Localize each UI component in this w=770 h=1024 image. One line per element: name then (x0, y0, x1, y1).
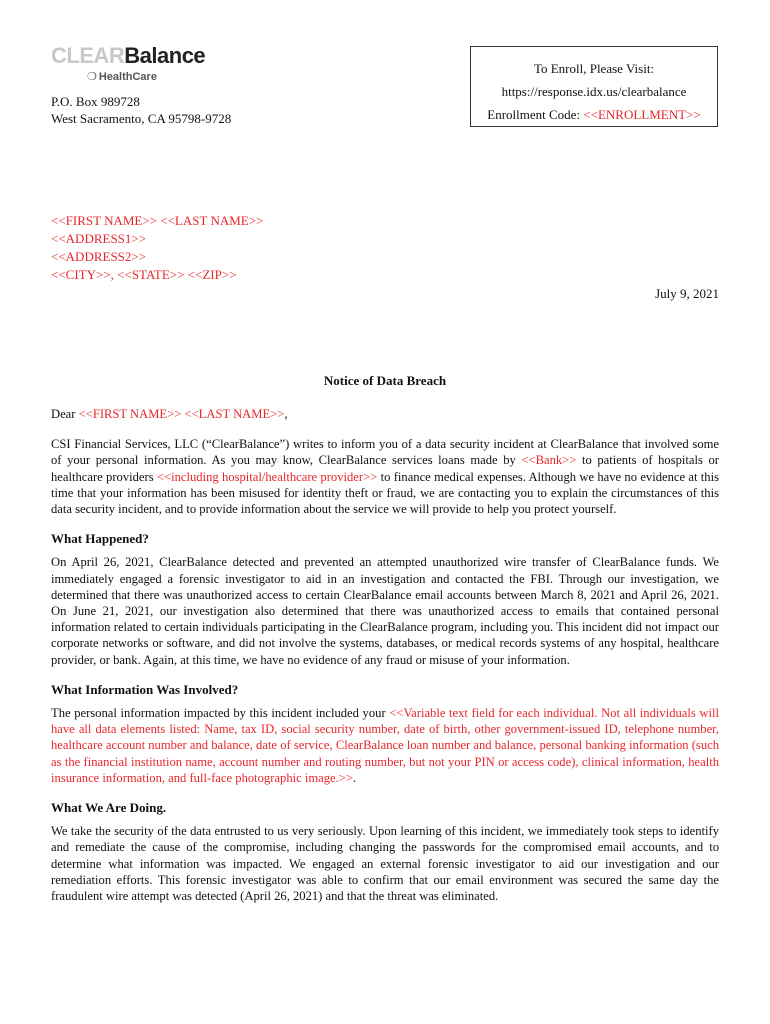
recipient-name: <<FIRST NAME>> <<LAST NAME>> (51, 213, 264, 228)
return-address-line1: P.O. Box 989728 (51, 94, 140, 109)
salutation-name: <<FIRST NAME>> <<LAST NAME>> (78, 407, 285, 421)
enroll-code-label: Enrollment Code: (487, 107, 584, 122)
enroll-heading: To Enroll, Please Visit: (533, 61, 655, 76)
intro-provider-placeholder: <<including hospital/healthcare provider>> (156, 469, 378, 484)
enroll-code-line (471, 103, 717, 126)
what-doing-text: We take the security of the data entrusted to us very seriously. Upon learning of this incident, we immediately took steps to identify and remediate the cause of the compromise, including changing the passwords for the compromised email accounts, and to determine what information was impacted. We engaged an external forensic investigator to aid our investigation and our remediation efforts. This forensic investigator was able to confirm that our email environment was secured the same day the fraudulent wire attempt was detected (April 26, 2021) and that the threat was eliminated. (51, 824, 719, 904)
intro-part2: to patients of hospitals or healthcare providers (51, 453, 719, 484)
logo-wordmark-balance: Balance (124, 43, 206, 68)
return-address (51, 93, 231, 127)
what-info-variable-placeholder: <<Variable text field for each individual. Not all individuals will have all data elements listed: Name, tax ID, social security number, date of birth, other government-issued ID, telephone number, healthcare account number and balance, date of service, ClearBalance loan number and balance, personal banking information (such as the financial institution name, account number and routing number, but not your PIN or access code), clinical information, health insurance information, and full-face photographic image.>> (51, 706, 719, 785)
enroll-code-value: <<ENROLLMENT>> (583, 107, 701, 122)
letter-date: July 9, 2021 (655, 286, 719, 301)
logo-wordmark-clear: CLEAR (51, 43, 125, 68)
recipient-city-state-zip: <<CITY>>, <<STATE>> <<ZIP>> (51, 267, 237, 282)
logo-healthcare (87, 70, 157, 83)
intro-paragraph (51, 436, 719, 517)
salutation-suffix: , (284, 407, 288, 421)
enroll-url[interactable]: https://response.idx.us/clearbalance (501, 84, 687, 99)
what-info-heading: What Information Was Involved? (51, 681, 239, 697)
enrollment-box (470, 46, 718, 127)
recipient-address1: <<ADDRESS1>> (51, 231, 147, 246)
recipient-address (51, 212, 263, 284)
what-info-prefix: The personal information impacted by this incident included your (51, 706, 390, 721)
salutation (51, 406, 719, 422)
what-info-suffix: . (353, 770, 357, 785)
letter-title: Notice of Data Breach (323, 373, 447, 388)
what-info-paragraph (51, 705, 719, 786)
clearbalance-logo (51, 44, 223, 94)
logo-healthcare-text: HealthCare (98, 71, 157, 83)
intro-part3: to finance medical expenses. Although we have no evidence at this time that your information has been misused for identity theft or fraud, we are contacting you to explain the circumstances of this data security incident, and to provide information about the service we will provide to help you protect yourself. (51, 469, 719, 517)
logo-swoosh-icon: ❍ (87, 71, 97, 83)
what-doing-heading: What We Are Doing. (51, 800, 167, 816)
what-happened-text: On April 26, 2021, ClearBalance detected and prevented an attempted unauthorized wire transfer of ClearBalance funds. We immediately engaged a forensic investigator to aid in an investigation and contacted the FBI. Through our investigation, we determined that there was unauthorized access to certain ClearBalance email accounts between March 8, 2021 and April 26, 2021. On June 21, 2021, our investigation also determined that there was unauthorized access to emails that contained personal information related to certain individuals participating in the ClearBalance program, including you. This incident did not impact our corporate networks or software, and did not involve the systems, databases, or medical records systems of any hospital, healthcare provider, or bank. Again, at this time, we have no evidence of any fraud or misuse of your information. (51, 555, 719, 667)
intro-part1: CSI Financial Services, LLC (“ClearBalance”) writes to inform you of a data security incident at ClearBalance that involved some of your personal information. As you may know, ClearBalance services loans made by (51, 437, 719, 468)
salutation-prefix: Dear (51, 407, 79, 421)
letter-body (51, 406, 719, 918)
logo-wordmark (51, 44, 223, 68)
return-address-line2: West Sacramento, CA 95798-9728 (51, 111, 232, 126)
what-happened-heading: What Happened? (51, 531, 149, 547)
recipient-address2: <<ADDRESS2>> (51, 249, 147, 264)
intro-bank-placeholder: <<Bank>> (521, 453, 577, 468)
